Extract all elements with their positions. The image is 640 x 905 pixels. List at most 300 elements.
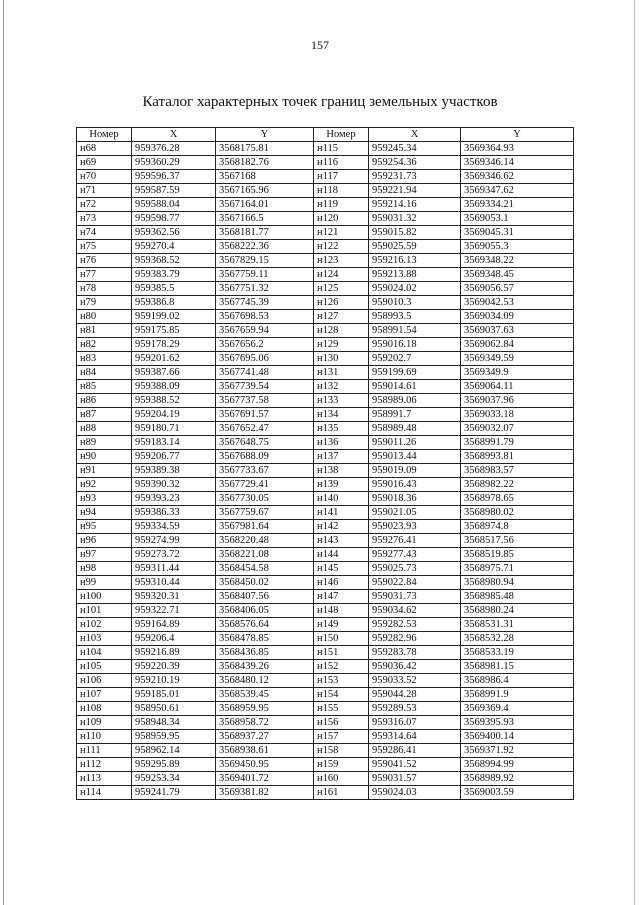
y-coordinate-cell: 3568980.94 (461, 576, 574, 590)
x-coordinate-cell: 959031.73 (369, 590, 461, 604)
boundary-points-table (76, 127, 574, 800)
point-number-cell: н89 (77, 436, 132, 450)
y-coordinate-cell: 3568222.36 (216, 240, 314, 254)
point-number-cell: н142 (314, 520, 369, 534)
x-coordinate-cell: 958962.14 (132, 744, 216, 758)
x-coordinate-cell: 959286.41 (369, 744, 461, 758)
y-coordinate-cell: 3568478.85 (216, 632, 314, 646)
x-coordinate-cell: 959241.79 (132, 786, 216, 800)
x-coordinate-cell: 959231.73 (369, 170, 461, 184)
point-number-cell: н136 (314, 436, 369, 450)
point-number-cell: н147 (314, 590, 369, 604)
y-coordinate-cell: 3567981.64 (216, 520, 314, 534)
x-coordinate-cell: 959010.3 (369, 296, 461, 310)
point-number-cell: н101 (77, 604, 132, 618)
x-coordinate-cell: 959019.09 (369, 464, 461, 478)
table-row (77, 156, 574, 170)
x-coordinate-cell: 959383.79 (132, 268, 216, 282)
point-number-cell: н115 (314, 142, 369, 156)
point-number-cell: н150 (314, 632, 369, 646)
point-number-cell: н122 (314, 240, 369, 254)
y-coordinate-cell: 3567165.96 (216, 184, 314, 198)
x-coordinate-cell: 959013.44 (369, 450, 461, 464)
x-coordinate-cell: 959274.99 (132, 534, 216, 548)
point-number-cell: н69 (77, 156, 132, 170)
y-coordinate-cell: 3569003.59 (461, 786, 574, 800)
table-row (77, 534, 574, 548)
y-coordinate-cell: 3568450.02 (216, 576, 314, 590)
x-coordinate-cell: 959025.59 (369, 240, 461, 254)
x-coordinate-cell: 959180.71 (132, 422, 216, 436)
header-y-left: Y (216, 128, 314, 142)
y-coordinate-cell: 3569055.3 (461, 240, 574, 254)
x-coordinate-cell: 959199.02 (132, 310, 216, 324)
table-row (77, 478, 574, 492)
header-x-left: X (132, 128, 216, 142)
table-row (77, 352, 574, 366)
x-coordinate-cell: 959390.32 (132, 478, 216, 492)
scan-edge-right (634, 0, 635, 905)
point-number-cell: н159 (314, 758, 369, 772)
point-number-cell: н155 (314, 702, 369, 716)
point-number-cell: н103 (77, 632, 132, 646)
y-coordinate-cell: 3568983.57 (461, 464, 574, 478)
table-row (77, 520, 574, 534)
y-coordinate-cell: 3568989.92 (461, 772, 574, 786)
point-number-cell: н120 (314, 212, 369, 226)
x-coordinate-cell: 959596.37 (132, 170, 216, 184)
x-coordinate-cell: 959360.29 (132, 156, 216, 170)
table-row (77, 394, 574, 408)
point-number-cell: н121 (314, 226, 369, 240)
y-coordinate-cell: 3569045.31 (461, 226, 574, 240)
point-number-cell: н83 (77, 352, 132, 366)
y-coordinate-cell: 3569400.14 (461, 730, 574, 744)
y-coordinate-cell: 3568182.76 (216, 156, 314, 170)
table-row (77, 282, 574, 296)
point-number-cell: н112 (77, 758, 132, 772)
x-coordinate-cell: 959216.13 (369, 254, 461, 268)
table-row (77, 618, 574, 632)
x-coordinate-cell: 959376.28 (132, 142, 216, 156)
x-coordinate-cell: 959021.05 (369, 506, 461, 520)
table-row (77, 660, 574, 674)
header-x-right: X (369, 128, 461, 142)
x-coordinate-cell: 959598.77 (132, 212, 216, 226)
point-number-cell: н156 (314, 716, 369, 730)
point-number-cell: н71 (77, 184, 132, 198)
y-coordinate-cell: 3568576.64 (216, 618, 314, 632)
table-row (77, 576, 574, 590)
point-number-cell: н143 (314, 534, 369, 548)
x-coordinate-cell: 959389.38 (132, 464, 216, 478)
y-coordinate-cell: 3568938.61 (216, 744, 314, 758)
table-row (77, 254, 574, 268)
table-row (77, 744, 574, 758)
table-row (77, 464, 574, 478)
y-coordinate-cell: 3568982.22 (461, 478, 574, 492)
x-coordinate-cell: 959245.34 (369, 142, 461, 156)
y-coordinate-cell: 3568985.48 (461, 590, 574, 604)
point-number-cell: н102 (77, 618, 132, 632)
x-coordinate-cell: 959025.73 (369, 562, 461, 576)
x-coordinate-cell: 959295.89 (132, 758, 216, 772)
point-number-cell: н129 (314, 338, 369, 352)
point-number-cell: н82 (77, 338, 132, 352)
y-coordinate-cell: 3567688.09 (216, 450, 314, 464)
point-number-cell: н123 (314, 254, 369, 268)
point-number-cell: н77 (77, 268, 132, 282)
y-coordinate-cell: 3569348.45 (461, 268, 574, 282)
x-coordinate-cell: 959014.61 (369, 380, 461, 394)
x-coordinate-cell: 959178.29 (132, 338, 216, 352)
point-number-cell: н128 (314, 324, 369, 338)
y-coordinate-cell: 3568980.02 (461, 506, 574, 520)
y-coordinate-cell: 3568993.81 (461, 450, 574, 464)
point-number-cell: н135 (314, 422, 369, 436)
point-number-cell: н94 (77, 506, 132, 520)
point-number-cell: н148 (314, 604, 369, 618)
point-number-cell: н145 (314, 562, 369, 576)
table-header-row (77, 128, 574, 142)
y-coordinate-cell: 3569062.84 (461, 338, 574, 352)
x-coordinate-cell: 959387.66 (132, 366, 216, 380)
x-coordinate-cell: 959362.56 (132, 226, 216, 240)
y-coordinate-cell: 3569032.07 (461, 422, 574, 436)
y-coordinate-cell: 3569042.53 (461, 296, 574, 310)
point-number-cell: н87 (77, 408, 132, 422)
y-coordinate-cell: 3569395.93 (461, 716, 574, 730)
y-coordinate-cell: 3568533.19 (461, 646, 574, 660)
x-coordinate-cell: 959388.52 (132, 394, 216, 408)
point-number-cell: н75 (77, 240, 132, 254)
y-coordinate-cell: 3567691.57 (216, 408, 314, 422)
x-coordinate-cell: 959393.23 (132, 492, 216, 506)
x-coordinate-cell: 959283.78 (369, 646, 461, 660)
point-number-cell: н146 (314, 576, 369, 590)
x-coordinate-cell: 959206.77 (132, 450, 216, 464)
table-row (77, 338, 574, 352)
point-number-cell: н149 (314, 618, 369, 632)
point-number-cell: н139 (314, 478, 369, 492)
point-number-cell: н98 (77, 562, 132, 576)
x-coordinate-cell: 959034.62 (369, 604, 461, 618)
x-coordinate-cell: 959016.43 (369, 478, 461, 492)
x-coordinate-cell: 959204.19 (132, 408, 216, 422)
y-coordinate-cell: 3569347.62 (461, 184, 574, 198)
y-coordinate-cell: 3568959.95 (216, 702, 314, 716)
x-coordinate-cell: 959388.09 (132, 380, 216, 394)
table-row (77, 758, 574, 772)
point-number-cell: н118 (314, 184, 369, 198)
x-coordinate-cell: 959270.4 (132, 240, 216, 254)
x-coordinate-cell: 959316.07 (369, 716, 461, 730)
y-coordinate-cell: 3568480.12 (216, 674, 314, 688)
y-coordinate-cell: 3569450.95 (216, 758, 314, 772)
point-number-cell: н127 (314, 310, 369, 324)
y-coordinate-cell: 3568531.31 (461, 618, 574, 632)
y-coordinate-cell: 3567730.05 (216, 492, 314, 506)
point-number-cell: н86 (77, 394, 132, 408)
y-coordinate-cell: 3568991.9 (461, 688, 574, 702)
y-coordinate-cell: 3567695.06 (216, 352, 314, 366)
x-coordinate-cell: 959385.5 (132, 282, 216, 296)
x-coordinate-cell: 959164.89 (132, 618, 216, 632)
y-coordinate-cell: 3568517.56 (461, 534, 574, 548)
point-number-cell: н114 (77, 786, 132, 800)
y-coordinate-cell: 3569053.1 (461, 212, 574, 226)
point-number-cell: н84 (77, 366, 132, 380)
x-coordinate-cell: 959216.89 (132, 646, 216, 660)
x-coordinate-cell: 959320.31 (132, 590, 216, 604)
point-number-cell: н137 (314, 450, 369, 464)
x-coordinate-cell: 959024.02 (369, 282, 461, 296)
y-coordinate-cell: 3568221.08 (216, 548, 314, 562)
y-coordinate-cell: 3568958.72 (216, 716, 314, 730)
point-number-cell: н133 (314, 394, 369, 408)
table-row (77, 450, 574, 464)
point-number-cell: н158 (314, 744, 369, 758)
table-row (77, 646, 574, 660)
point-number-cell: н68 (77, 142, 132, 156)
y-coordinate-cell: 3569334.21 (461, 198, 574, 212)
y-coordinate-cell: 3567729.41 (216, 478, 314, 492)
table-row (77, 380, 574, 394)
point-number-cell: н95 (77, 520, 132, 534)
point-number-cell: н113 (77, 772, 132, 786)
y-coordinate-cell: 3567168 (216, 170, 314, 184)
x-coordinate-cell: 958991.54 (369, 324, 461, 338)
header-y-right: Y (461, 128, 574, 142)
point-number-cell: н107 (77, 688, 132, 702)
x-coordinate-cell: 959386.33 (132, 506, 216, 520)
x-coordinate-cell: 959185.01 (132, 688, 216, 702)
point-number-cell: н109 (77, 716, 132, 730)
x-coordinate-cell: 959031.32 (369, 212, 461, 226)
x-coordinate-cell: 959588.04 (132, 198, 216, 212)
point-number-cell: н96 (77, 534, 132, 548)
point-number-cell: н74 (77, 226, 132, 240)
x-coordinate-cell: 959311.44 (132, 562, 216, 576)
scan-edge-left (3, 0, 4, 905)
table-row (77, 436, 574, 450)
x-coordinate-cell: 958989.48 (369, 422, 461, 436)
table-row (77, 212, 574, 226)
x-coordinate-cell: 959023.93 (369, 520, 461, 534)
y-coordinate-cell: 3568220.48 (216, 534, 314, 548)
point-number-cell: н124 (314, 268, 369, 282)
point-number-cell: н104 (77, 646, 132, 660)
x-coordinate-cell: 959016.18 (369, 338, 461, 352)
x-coordinate-cell: 959033.52 (369, 674, 461, 688)
table-row (77, 688, 574, 702)
x-coordinate-cell: 959310.44 (132, 576, 216, 590)
y-coordinate-cell: 3569349.59 (461, 352, 574, 366)
table-row (77, 240, 574, 254)
x-coordinate-cell: 959044.28 (369, 688, 461, 702)
point-number-cell: н97 (77, 548, 132, 562)
y-coordinate-cell: 3568454.58 (216, 562, 314, 576)
point-number-cell: н90 (77, 450, 132, 464)
y-coordinate-cell: 3568539.45 (216, 688, 314, 702)
x-coordinate-cell: 959036.42 (369, 660, 461, 674)
y-coordinate-cell: 3567829.15 (216, 254, 314, 268)
x-coordinate-cell: 959011.26 (369, 436, 461, 450)
x-coordinate-cell: 959183.14 (132, 436, 216, 450)
y-coordinate-cell: 3567759.67 (216, 506, 314, 520)
table-row (77, 296, 574, 310)
point-number-cell: н72 (77, 198, 132, 212)
table-row (77, 324, 574, 338)
y-coordinate-cell: 3569346.14 (461, 156, 574, 170)
x-coordinate-cell: 958993.5 (369, 310, 461, 324)
table-row (77, 268, 574, 282)
point-number-cell: н93 (77, 492, 132, 506)
y-coordinate-cell: 3567751.32 (216, 282, 314, 296)
x-coordinate-cell: 959254.36 (369, 156, 461, 170)
y-coordinate-cell: 3567745.39 (216, 296, 314, 310)
point-number-cell: н73 (77, 212, 132, 226)
y-coordinate-cell: 3568436.85 (216, 646, 314, 660)
point-number-cell: н110 (77, 730, 132, 744)
point-number-cell: н151 (314, 646, 369, 660)
y-coordinate-cell: 3569056.57 (461, 282, 574, 296)
y-coordinate-cell: 3569369.4 (461, 702, 574, 716)
point-number-cell: н100 (77, 590, 132, 604)
y-coordinate-cell: 3568937.27 (216, 730, 314, 744)
table-row (77, 562, 574, 576)
x-coordinate-cell: 958950.61 (132, 702, 216, 716)
x-coordinate-cell: 959221.94 (369, 184, 461, 198)
table-row (77, 548, 574, 562)
table-row (77, 506, 574, 520)
x-coordinate-cell: 959220.39 (132, 660, 216, 674)
x-coordinate-cell: 958948.34 (132, 716, 216, 730)
x-coordinate-cell: 959314.64 (369, 730, 461, 744)
y-coordinate-cell: 3569037.96 (461, 394, 574, 408)
point-number-cell: н154 (314, 688, 369, 702)
y-coordinate-cell: 3568181.77 (216, 226, 314, 240)
point-number-cell: н140 (314, 492, 369, 506)
x-coordinate-cell: 959334.59 (132, 520, 216, 534)
y-coordinate-cell: 3568975.71 (461, 562, 574, 576)
x-coordinate-cell: 958959.95 (132, 730, 216, 744)
y-coordinate-cell: 3568986.4 (461, 674, 574, 688)
y-coordinate-cell: 3567648.75 (216, 436, 314, 450)
x-coordinate-cell: 959322.71 (132, 604, 216, 618)
table-body (77, 142, 574, 800)
y-coordinate-cell: 3568439.26 (216, 660, 314, 674)
point-number-cell: н108 (77, 702, 132, 716)
point-number-cell: н81 (77, 324, 132, 338)
table-row (77, 702, 574, 716)
document-title: Каталог характерных точек границ земельных участков (142, 94, 498, 110)
y-coordinate-cell: 3567652.47 (216, 422, 314, 436)
y-coordinate-cell: 3569364.93 (461, 142, 574, 156)
y-coordinate-cell: 3568994.99 (461, 758, 574, 772)
x-coordinate-cell: 959277.43 (369, 548, 461, 562)
y-coordinate-cell: 3569348.22 (461, 254, 574, 268)
x-coordinate-cell: 959175.85 (132, 324, 216, 338)
point-number-cell: н152 (314, 660, 369, 674)
point-number-cell: н80 (77, 310, 132, 324)
point-number-cell: н132 (314, 380, 369, 394)
point-number-cell: н85 (77, 380, 132, 394)
x-coordinate-cell: 959206.4 (132, 632, 216, 646)
x-coordinate-cell: 959253.34 (132, 772, 216, 786)
y-coordinate-cell: 3568175.81 (216, 142, 314, 156)
y-coordinate-cell: 3567759.11 (216, 268, 314, 282)
x-coordinate-cell: 958989.06 (369, 394, 461, 408)
page-number: 157 (311, 38, 329, 52)
y-coordinate-cell: 3567164.01 (216, 198, 314, 212)
point-number-cell: н76 (77, 254, 132, 268)
table-row (77, 198, 574, 212)
point-number-cell: н160 (314, 772, 369, 786)
x-coordinate-cell: 959273.72 (132, 548, 216, 562)
table-row (77, 142, 574, 156)
point-number-cell: н88 (77, 422, 132, 436)
y-coordinate-cell: 3567733.67 (216, 464, 314, 478)
y-coordinate-cell: 3569371.92 (461, 744, 574, 758)
point-number-cell: н157 (314, 730, 369, 744)
point-number-cell: н144 (314, 548, 369, 562)
table-row (77, 772, 574, 786)
x-coordinate-cell: 959202.7 (369, 352, 461, 366)
x-coordinate-cell: 959386.8 (132, 296, 216, 310)
y-coordinate-cell: 3567166.5 (216, 212, 314, 226)
y-coordinate-cell: 3569034.09 (461, 310, 574, 324)
table-row (77, 604, 574, 618)
y-coordinate-cell: 3567739.54 (216, 380, 314, 394)
y-coordinate-cell: 3569037.63 (461, 324, 574, 338)
table-row (77, 716, 574, 730)
x-coordinate-cell: 959282.53 (369, 618, 461, 632)
y-coordinate-cell: 3567698.53 (216, 310, 314, 324)
y-coordinate-cell: 3568406.05 (216, 604, 314, 618)
y-coordinate-cell: 3569381.82 (216, 786, 314, 800)
point-number-cell: н134 (314, 408, 369, 422)
y-coordinate-cell: 3568978.65 (461, 492, 574, 506)
x-coordinate-cell: 959587.59 (132, 184, 216, 198)
point-number-cell: н79 (77, 296, 132, 310)
x-coordinate-cell: 958991.7 (369, 408, 461, 422)
y-coordinate-cell: 3568981.15 (461, 660, 574, 674)
y-coordinate-cell: 3568532.28 (461, 632, 574, 646)
y-coordinate-cell: 3568407.56 (216, 590, 314, 604)
table-row (77, 422, 574, 436)
header-number-right: Номер (314, 128, 369, 142)
table-row (77, 184, 574, 198)
x-coordinate-cell: 959022.84 (369, 576, 461, 590)
y-coordinate-cell: 3569033.18 (461, 408, 574, 422)
table-row (77, 730, 574, 744)
point-number-cell: н91 (77, 464, 132, 478)
x-coordinate-cell: 959015.82 (369, 226, 461, 240)
point-number-cell: н131 (314, 366, 369, 380)
y-coordinate-cell: 3569064.11 (461, 380, 574, 394)
x-coordinate-cell: 959282.96 (369, 632, 461, 646)
y-coordinate-cell: 3568980.24 (461, 604, 574, 618)
point-number-cell: н78 (77, 282, 132, 296)
header-number-left: Номер (77, 128, 132, 142)
y-coordinate-cell: 3567659.94 (216, 324, 314, 338)
x-coordinate-cell: 959210.19 (132, 674, 216, 688)
point-number-cell: н111 (77, 744, 132, 758)
point-number-cell: н153 (314, 674, 369, 688)
point-number-cell: н70 (77, 170, 132, 184)
x-coordinate-cell: 959213.88 (369, 268, 461, 282)
